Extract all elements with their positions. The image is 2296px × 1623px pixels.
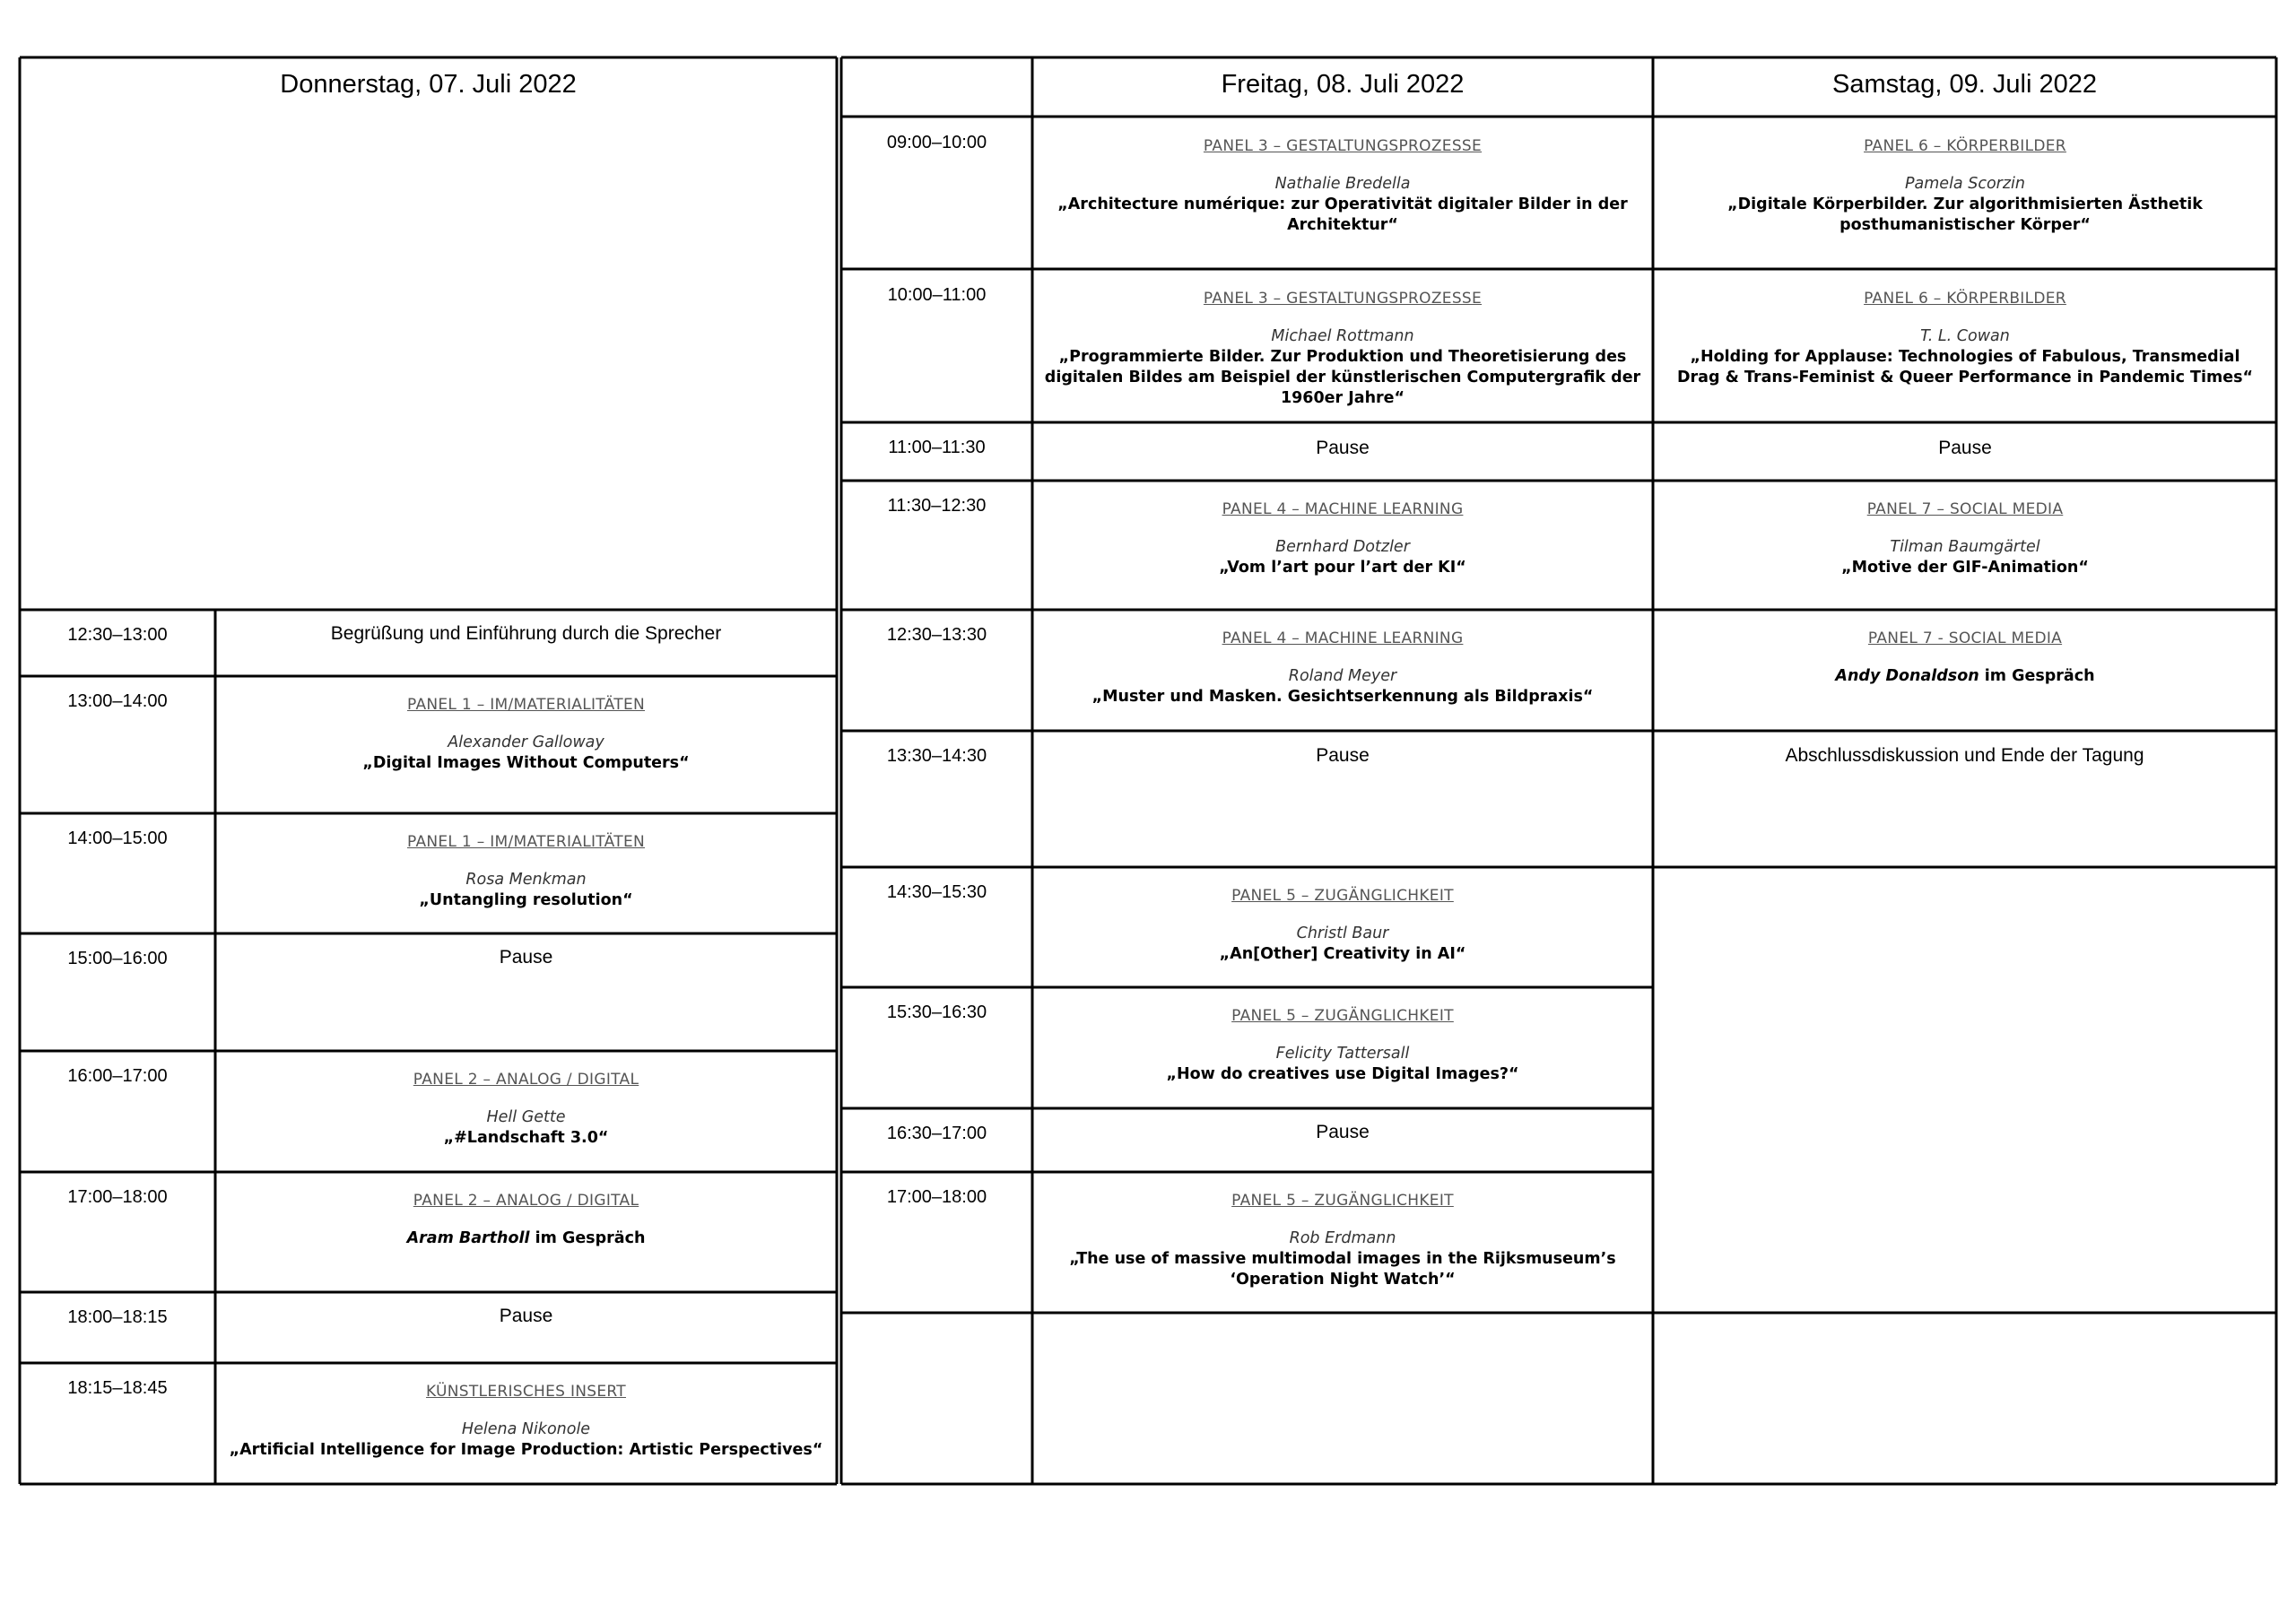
time-slot: 12:30–13:00 xyxy=(67,625,168,645)
schedule-entry xyxy=(1041,1190,1644,1290)
schedule-entry xyxy=(215,622,837,646)
talk-title: „Muster und Masken. Gesichtserkennung als Bildpraxis“ xyxy=(1091,688,1594,706)
conversation-line xyxy=(1668,666,2262,687)
time-slot: 11:30–12:30 xyxy=(887,496,987,516)
talk-title: „An[Other] Creativity in AI“ xyxy=(1219,945,1466,963)
talk-title: „#Landschaft 3.0“ xyxy=(443,1129,609,1147)
panel-label: PANEL 1 – IM/MATERIALITÄTEN xyxy=(406,696,646,714)
time-slot: 09:00–10:00 xyxy=(886,133,987,152)
speaker-name: Rosa Menkman xyxy=(465,871,587,889)
time-slot: 14:30–15:30 xyxy=(886,882,987,902)
entry-text: Pause xyxy=(1938,438,1992,458)
time-slot: 13:30–14:30 xyxy=(886,746,987,766)
schedule-entry xyxy=(1668,437,2262,460)
schedule-entry xyxy=(1653,744,2276,768)
entry-text: Pause xyxy=(1316,438,1370,458)
speaker-name: Tilman Baumgärtel xyxy=(1890,538,2040,556)
talk-title: „Holding for Applause: Technologies of Fabulous, Transmedial Drag & Trans-Feminist & Queer Performance in Pandemic Times“ xyxy=(1676,348,2253,386)
entry-text: Pause xyxy=(499,947,553,968)
talk-title: „Motive der GIF-Animation“ xyxy=(1841,559,2089,577)
schedule-entry xyxy=(1041,1121,1644,1144)
time-slot: 18:00–18:15 xyxy=(67,1307,168,1327)
schedule-entry xyxy=(215,694,837,774)
talk-title: „Artificial Intelligence for Image Production: Artistic Perspectives“ xyxy=(229,1441,823,1459)
schedule-entry xyxy=(1041,135,1644,236)
conversation-line xyxy=(215,1228,837,1249)
time-slot: 16:00–17:00 xyxy=(67,1066,168,1086)
schedule-entry xyxy=(215,1069,837,1149)
entry-text: Pause xyxy=(499,1306,553,1326)
time-slot: 15:30–16:30 xyxy=(886,1002,987,1022)
speaker-name: T. L. Cowan xyxy=(1920,327,2010,345)
speaker-name: Alexander Galloway xyxy=(448,733,604,751)
panel-label: PANEL 3 – GESTALTUNGSPROZESSE xyxy=(1203,137,1483,155)
guest-name: Aram Bartholl xyxy=(406,1229,530,1247)
time-slot: 12:30–13:30 xyxy=(886,625,987,645)
time-slot: 15:00–16:00 xyxy=(67,949,168,968)
talk-title: „Programmierte Bilder. Zur Produktion und Theoretisierung des digitalen Bildes am Beispiel der künstlerischen Computergrafik der 1960er Jahre“ xyxy=(1044,348,1641,407)
panel-label: PANEL 7 – SOCIAL MEDIA xyxy=(1866,500,2064,518)
entry-text: Begrüßung und Einführung durch die Sprecher xyxy=(330,623,722,644)
panel-label: PANEL 5 – ZUGÄNGLICHKEIT xyxy=(1231,887,1454,905)
schedule-entry xyxy=(1668,628,2262,687)
panel-label: KÜNSTLERISCHES INSERT xyxy=(426,1383,626,1401)
time-slot: 16:30–17:00 xyxy=(886,1124,987,1143)
talk-title: „Vom l’art pour l’art der KI“ xyxy=(1219,559,1466,577)
schedule-entry xyxy=(1041,1005,1644,1085)
schedule-entry xyxy=(1668,288,2262,388)
schedule-entry xyxy=(1041,628,1644,707)
friday-header: Freitag, 08. Juli 2022 xyxy=(1221,70,1465,99)
schedule-entry xyxy=(1668,135,2262,236)
panel-label: PANEL 6 – KÖRPERBILDER xyxy=(1864,290,2066,308)
saturday-header: Samstag, 09. Juli 2022 xyxy=(1831,70,2097,99)
speaker-name: Roland Meyer xyxy=(1288,667,1397,685)
guest-name: Andy Donaldson xyxy=(1835,667,1979,685)
time-slot: 13:00–14:00 xyxy=(67,691,168,711)
schedule-entry xyxy=(1041,437,1644,460)
schedule-entry xyxy=(1041,288,1644,409)
thursday-header: Donnerstag, 07. Juli 2022 xyxy=(280,70,577,99)
talk-title: „Digital Images Without Computers“ xyxy=(362,754,690,772)
speaker-name: Michael Rottmann xyxy=(1271,327,1414,345)
entry-text: Pause xyxy=(1316,745,1370,766)
schedule-entry xyxy=(215,1190,837,1249)
schedule-entry xyxy=(1668,499,2262,578)
time-slot: 17:00–18:00 xyxy=(67,1187,168,1207)
schedule-entry xyxy=(215,1381,837,1461)
schedule-entry xyxy=(1041,744,1644,768)
speaker-name: Christl Baur xyxy=(1296,924,1389,942)
entry-text: Pause xyxy=(1316,1122,1370,1142)
panel-label: PANEL 5 – ZUGÄNGLICHKEIT xyxy=(1231,1192,1454,1210)
time-slot: 18:15–18:45 xyxy=(67,1378,168,1398)
talk-title: „Untangling resolution“ xyxy=(419,891,633,909)
talk-title: „Digitale Körperbilder. Zur algorithmisierten Ästhetik posthumanistischer Körper“ xyxy=(1727,195,2203,234)
time-slot: 11:00–11:30 xyxy=(888,438,986,457)
speaker-name: Bernhard Dotzler xyxy=(1275,538,1410,556)
panel-label: PANEL 4 – MACHINE LEARNING xyxy=(1222,500,1464,518)
panel-label: PANEL 7 - SOCIAL MEDIA xyxy=(1867,629,2063,647)
panel-label: PANEL 4 – MACHINE LEARNING xyxy=(1222,629,1464,647)
panel-label: PANEL 2 – ANALOG / DIGITAL xyxy=(413,1192,639,1210)
schedule-entry xyxy=(1041,885,1644,965)
panel-label: PANEL 1 – IM/MATERIALITÄTEN xyxy=(406,833,646,851)
schedule-entry xyxy=(215,946,837,969)
speaker-name: Nathalie Bredella xyxy=(1274,175,1411,193)
conversation-suffix: im Gespräch xyxy=(529,1229,646,1247)
panel-label: PANEL 5 – ZUGÄNGLICHKEIT xyxy=(1231,1007,1454,1025)
time-slot: 17:00–18:00 xyxy=(886,1187,987,1207)
talk-title: „Architecture numérique: zur Operativität digitaler Bilder in der Architektur“ xyxy=(1057,195,1628,234)
speaker-name: Felicity Tattersall xyxy=(1275,1045,1410,1063)
schedule-entry xyxy=(215,1305,837,1328)
time-slot: 14:00–15:00 xyxy=(67,829,168,848)
panel-label: PANEL 6 – KÖRPERBILDER xyxy=(1864,137,2066,155)
time-slot: 10:00–11:00 xyxy=(887,285,987,305)
schedule-entry xyxy=(215,831,837,911)
speaker-name: Pamela Scorzin xyxy=(1904,175,2025,193)
speaker-name: Rob Erdmann xyxy=(1289,1229,1396,1247)
speaker-name: Helena Nikonole xyxy=(461,1420,591,1438)
panel-label: PANEL 3 – GESTALTUNGSPROZESSE xyxy=(1203,290,1483,308)
talk-title: „The use of massive multimodal images in the Rijksmuseum’s ‘Operation Night Watch’“ xyxy=(1069,1250,1616,1289)
speaker-name: Hell Gette xyxy=(486,1108,566,1126)
panel-label: PANEL 2 – ANALOG / DIGITAL xyxy=(413,1071,639,1089)
talk-title: „How do creatives use Digital Images?“ xyxy=(1166,1065,1519,1083)
entry-text: Abschlussdiskussion und Ende der Tagung xyxy=(1785,745,2144,766)
schedule-entry xyxy=(1041,499,1644,578)
conversation-suffix: im Gespräch xyxy=(1979,667,2095,685)
